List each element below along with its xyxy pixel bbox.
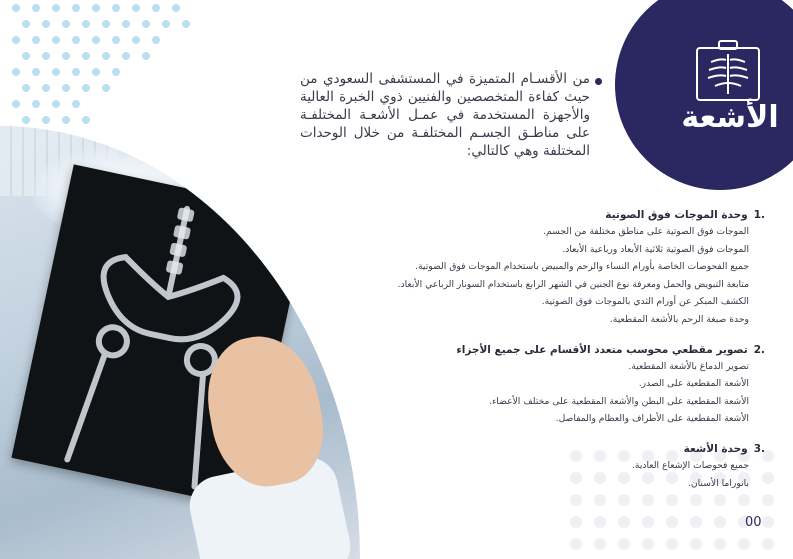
list-item: الموجات فوق الصوتية على مناطق مختلفة من الجسم. [543,226,749,237]
decorative-dot [142,52,150,60]
decorative-dot [32,4,40,12]
decorative-dot [62,84,70,92]
decorative-dot [12,4,20,12]
decorative-dot [112,36,120,44]
list-item: متابعة التبويض والحمل ومعرفة نوع الجنين في الشهر الرابع باستخدام السونار الرباعي الأبعاد. [397,278,749,290]
list-item: الأشعة المقطعية على الصدر. [638,378,749,390]
section-heading [340,442,765,457]
decorative-dot [102,52,110,60]
decorative-dot [112,4,120,12]
decorative-dot [92,36,100,44]
decorative-dot [32,68,40,76]
decorative-dot [22,20,30,28]
decorative-dot [82,116,90,124]
decorative-dot [102,20,110,28]
decorative-dot [102,84,110,92]
decorative-dot [52,100,60,108]
list-item: الموجات فوق الصوتية ثلاثية الأبعاد ورباعية الأبعاد. [562,243,749,255]
section-number: 2. [753,343,765,356]
decorative-dot [32,100,40,108]
section-number: 1. [753,209,765,221]
list-item: وحدة صبغة الرحم بالأشعة المقطعية. [609,313,749,325]
list-item: الأشعة المقطعية على الأطراف والعظام والمفاصل. [555,413,749,425]
decorative-dot [92,4,100,12]
decorative-dot [72,4,80,12]
decorative-dot [594,538,606,550]
decorative-dot [32,36,40,44]
decorative-dot [42,20,50,28]
decorative-dot [22,52,30,60]
xray-photo [0,126,360,559]
decorative-dot [666,538,678,550]
decorative-dot [594,516,606,528]
decorative-dot [714,516,726,528]
decorative-dot [738,538,750,550]
list-item: بانوراما الأسنان. [687,477,749,489]
decorative-dot [762,516,774,528]
list-item: الأشعة المقطعية على البطن والأشعة المقطعية على مختلف الأعضاء. [489,395,749,407]
decorative-dot [72,100,80,108]
decorative-dot [62,116,70,124]
decorative-dot [570,516,582,528]
intro-paragraph: من الأقسـام المتميزة في المستشفى السعودي من حيث كفاءة المتخصصين والفنيين ذوي الخبرة العالية والأجهزة المستخدمة في عمـل الأشعـة المختلفـة على مناطـق الجسـم المختلفـة من خلال الوحدات المختلفة وهي كالتالي: [300,71,590,159]
section-title: وحدة الأشعة [683,442,748,455]
decorative-dot [92,68,100,76]
decorative-dot [12,68,20,76]
decorative-dot [12,36,20,44]
decorative-dot [172,4,180,12]
page-number: 00 [745,515,762,530]
decorative-dot [762,538,774,550]
decorative-dot [152,36,160,44]
decorative-dot [182,20,190,28]
decorative-dot [22,116,30,124]
decorative-dot [42,52,50,60]
decorative-dot [82,84,90,92]
section-radiology [340,442,765,492]
decorative-dot [714,538,726,550]
decorative-dot [52,68,60,76]
list-item: جميع فحوصات الإشعاع العادية. [631,459,749,471]
decorative-dot [618,538,630,550]
decorative-dot [162,20,170,28]
decorative-dot [132,4,140,12]
decorative-dot [690,538,702,550]
list-item: جميع الفحوصات الخاصة بأورام النساء والرحم والمبيض باستخدام الموجات فوق الصوتية. [415,261,749,273]
decorative-dot [22,84,30,92]
decorative-dot [52,36,60,44]
sections-list [340,208,765,506]
decorative-dot [62,52,70,60]
decorative-dot [122,20,130,28]
xray-chest-icon [695,40,761,102]
section-badge [615,0,793,190]
decorative-dot [690,516,702,528]
decorative-dot [618,516,630,528]
decorative-dot [62,20,70,28]
decorative-dot [72,36,80,44]
decorative-dot [642,538,654,550]
decorative-dot [666,516,678,528]
list-item: الكشف المبكر عن أورام الثدي بالموجات فوق الصوتية. [541,296,749,308]
section-ct [340,343,765,428]
decorative-dot [72,68,80,76]
intro-bullet [595,78,602,85]
decorative-dot [122,52,130,60]
badge-title: الأشعة [681,100,779,135]
decorative-dot [82,20,90,28]
decorative-dot [12,100,20,108]
list-item: تصوير الدماغ بالأشعة المقطعية. [628,360,749,372]
decorative-dot [642,516,654,528]
section-ultrasound [340,208,765,329]
section-title: وحدة الموجات فوق الصوتية [605,209,748,221]
decorative-dot [42,116,50,124]
section-number: 3. [753,442,765,455]
decorative-dot [82,52,90,60]
decorative-dot [142,20,150,28]
section-heading [340,208,765,223]
decorative-dot [152,4,160,12]
decorative-dot [52,4,60,12]
decorative-dot [112,68,120,76]
decorative-dot [42,84,50,92]
decorative-dot [132,36,140,44]
decorative-dot [570,538,582,550]
section-heading [340,343,765,358]
section-title: تصوير مقطعي محوسب متعدد الأقسام على جميع الأجزاء [456,343,748,356]
